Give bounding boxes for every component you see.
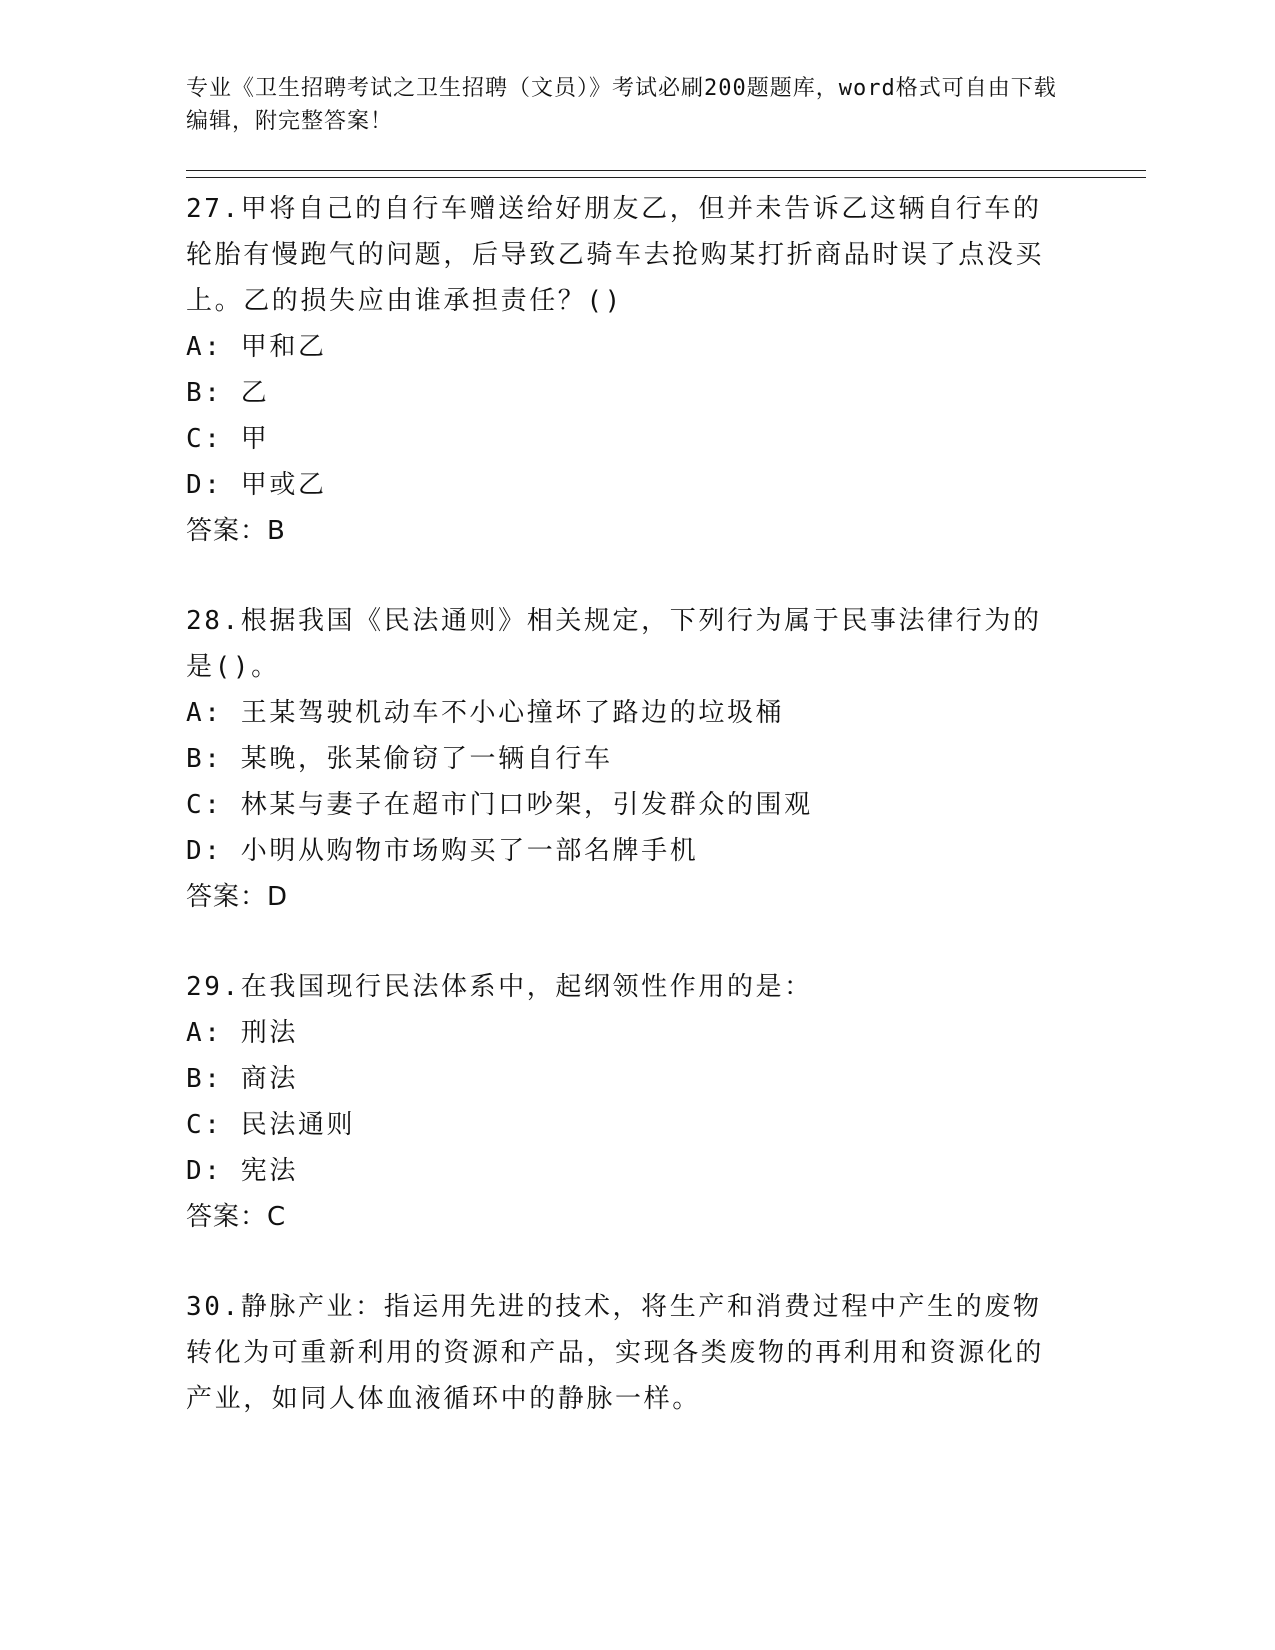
question-27 bbox=[186, 186, 1066, 554]
option-a: A: 王某驾驶机动车不小心撞坏了路边的垃圾桶 bbox=[186, 698, 785, 728]
header-divider bbox=[186, 170, 1146, 178]
option-c: C: 民法通则 bbox=[186, 1110, 356, 1140]
question-stem: 27.甲将自己的自行车赠送给好朋友乙，但并未告诉乙这辆自行车的轮胎有慢跑气的问题，后导致乙骑车去抢购某打折商品时误了点没买上。乙的损失应由谁承担责任？() bbox=[186, 194, 1045, 316]
question-stem: 29.在我国现行民法体系中，起纲领性作用的是： bbox=[186, 972, 813, 1002]
option-a: A: 刑法 bbox=[186, 1018, 298, 1048]
option-c: C: 林某与妻子在超市门口吵架，引发群众的围观 bbox=[186, 790, 813, 820]
question-list bbox=[186, 186, 1066, 1422]
question-30 bbox=[186, 1284, 1066, 1422]
answer-text: 答案：B bbox=[186, 516, 286, 546]
question-stem: 28.根据我国《民法通则》相关规定，下列行为属于民事法律行为的是()。 bbox=[186, 606, 1042, 682]
option-c: C: 甲 bbox=[186, 424, 270, 454]
option-d: D: 小明从购物市场购买了一部名牌手机 bbox=[186, 836, 699, 866]
option-b: B: 某晚，张某偷窃了一辆自行车 bbox=[186, 744, 613, 774]
document-header: 专业《卫生招聘考试之卫生招聘（文员）》考试必刷200题题库，word格式可自由下载编辑，附完整答案！ bbox=[186, 76, 1057, 134]
question-stem: 30.静脉产业：指运用先进的技术，将生产和消费过程中产生的废物转化为可重新利用的资源和产品，实现各类废物的再利用和资源化的产业，如同人体血液循环中的静脉一样。 bbox=[186, 1292, 1045, 1414]
option-d: D: 甲或乙 bbox=[186, 470, 327, 500]
option-d: D: 宪法 bbox=[186, 1156, 298, 1186]
answer-text: 答案：C bbox=[186, 1202, 287, 1232]
document-page bbox=[186, 72, 1146, 1466]
question-28 bbox=[186, 598, 1066, 920]
question-29 bbox=[186, 964, 1066, 1240]
option-b: B: 乙 bbox=[186, 378, 270, 408]
option-b: B: 商法 bbox=[186, 1064, 298, 1094]
answer-text: 答案：D bbox=[186, 882, 289, 912]
option-a: A: 甲和乙 bbox=[186, 332, 327, 362]
